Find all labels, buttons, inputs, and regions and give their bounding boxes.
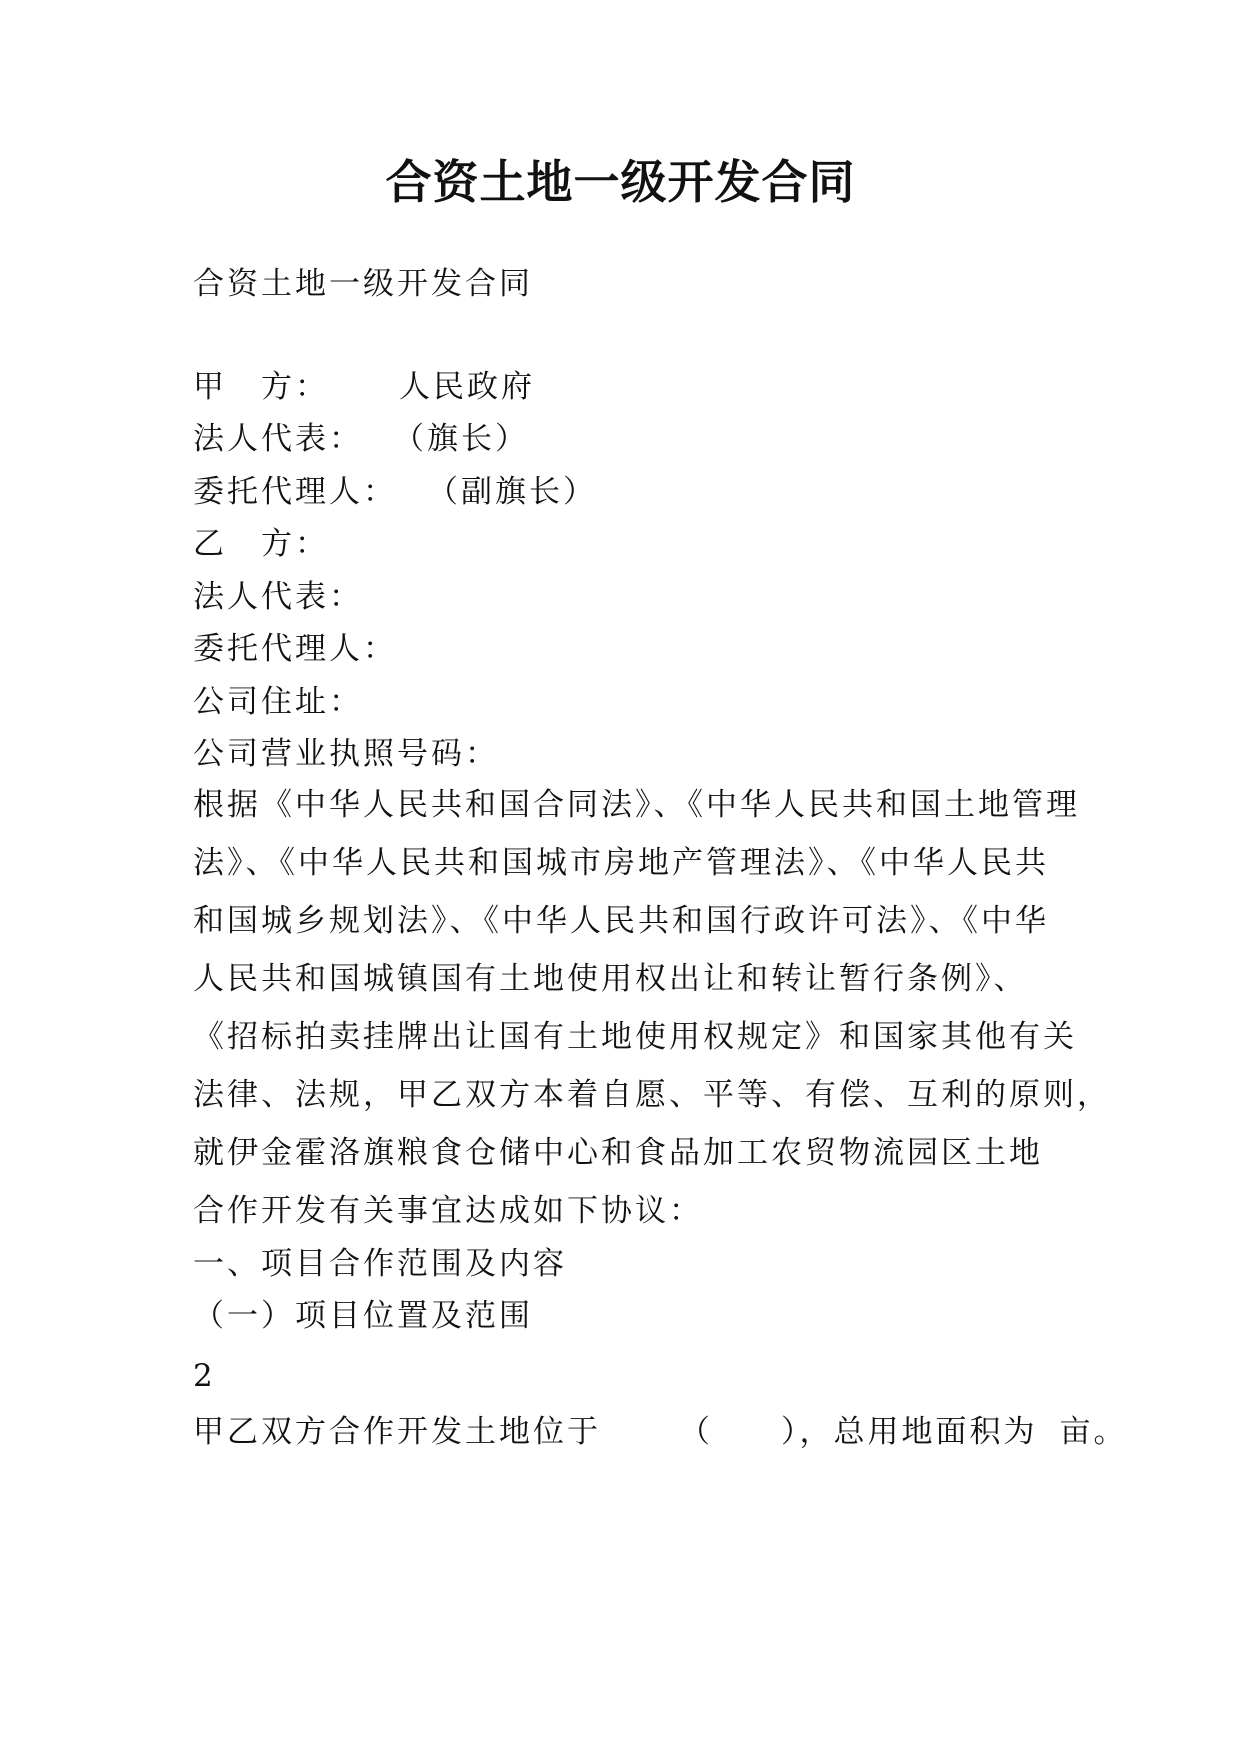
agent-b-label: 委托代理人： <box>193 631 397 667</box>
subsection-heading: （一）项目位置及范围 <box>193 1298 533 1334</box>
document-subtitle: 合资土地一级开发合同 <box>193 266 533 302</box>
location-text-end: 亩。 <box>1059 1414 1128 1450</box>
location-text-middle: （ ），总用地面积为 <box>679 1414 1038 1450</box>
preamble-line: 合作开发有关事宜达成如下协议： <box>193 1193 703 1229</box>
location-line <box>193 1412 1128 1452</box>
preamble-line: 《招标拍卖挂牌出让国有土地使用权规定》和国家其他有关 <box>193 1019 1077 1055</box>
preamble-line: 法》、《中华人民共和国城市房地产管理法》、《中华人民共 <box>193 845 1049 881</box>
agent-a-label: 委托代理人： <box>193 474 397 510</box>
party-a-label: 甲 方： <box>193 369 329 405</box>
preamble-line: 法律、法规，甲乙双方本着自愿、平等、有偿、互利的原则， <box>193 1077 1111 1113</box>
preamble-line: 根据《中华人民共和国合同法》、《中华人民共和国土地管理 <box>193 787 1080 823</box>
legal-rep-a-value: （旗长） <box>393 421 529 457</box>
legal-rep-b-label: 法人代表： <box>193 579 363 615</box>
section-heading: 一、项目合作范围及内容 <box>193 1246 567 1282</box>
preamble-line: 和国城乡规划法》、《中华人民共和国行政许可法》、《中华 <box>193 903 1049 939</box>
agent-a-value: （副旗长） <box>427 474 597 510</box>
agent-a-line <box>193 472 597 512</box>
page-marker: 2 <box>193 1358 216 1394</box>
business-license-label: 公司营业执照号码： <box>193 736 499 772</box>
preamble-line: 人民共和国城镇国有土地使用权出让和转让暂行条例》、 <box>193 961 1028 997</box>
company-address-label: 公司住址： <box>193 684 363 720</box>
preamble-line: 就伊金霍洛旗粮食仓储中心和食品加工农贸物流园区土地 <box>193 1135 1043 1171</box>
legal-rep-a-label: 法人代表： <box>193 421 363 457</box>
document-title: 合资土地一级开发合同 <box>385 155 856 209</box>
party-a-value: 人民政府 <box>399 369 535 405</box>
party-a-line <box>193 367 535 407</box>
legal-rep-a-line <box>193 419 529 459</box>
party-b-label: 乙 方： <box>193 526 329 562</box>
location-text-start: 甲乙双方合作开发土地位于 <box>193 1414 601 1450</box>
preamble-paragraph <box>193 776 1111 1240</box>
